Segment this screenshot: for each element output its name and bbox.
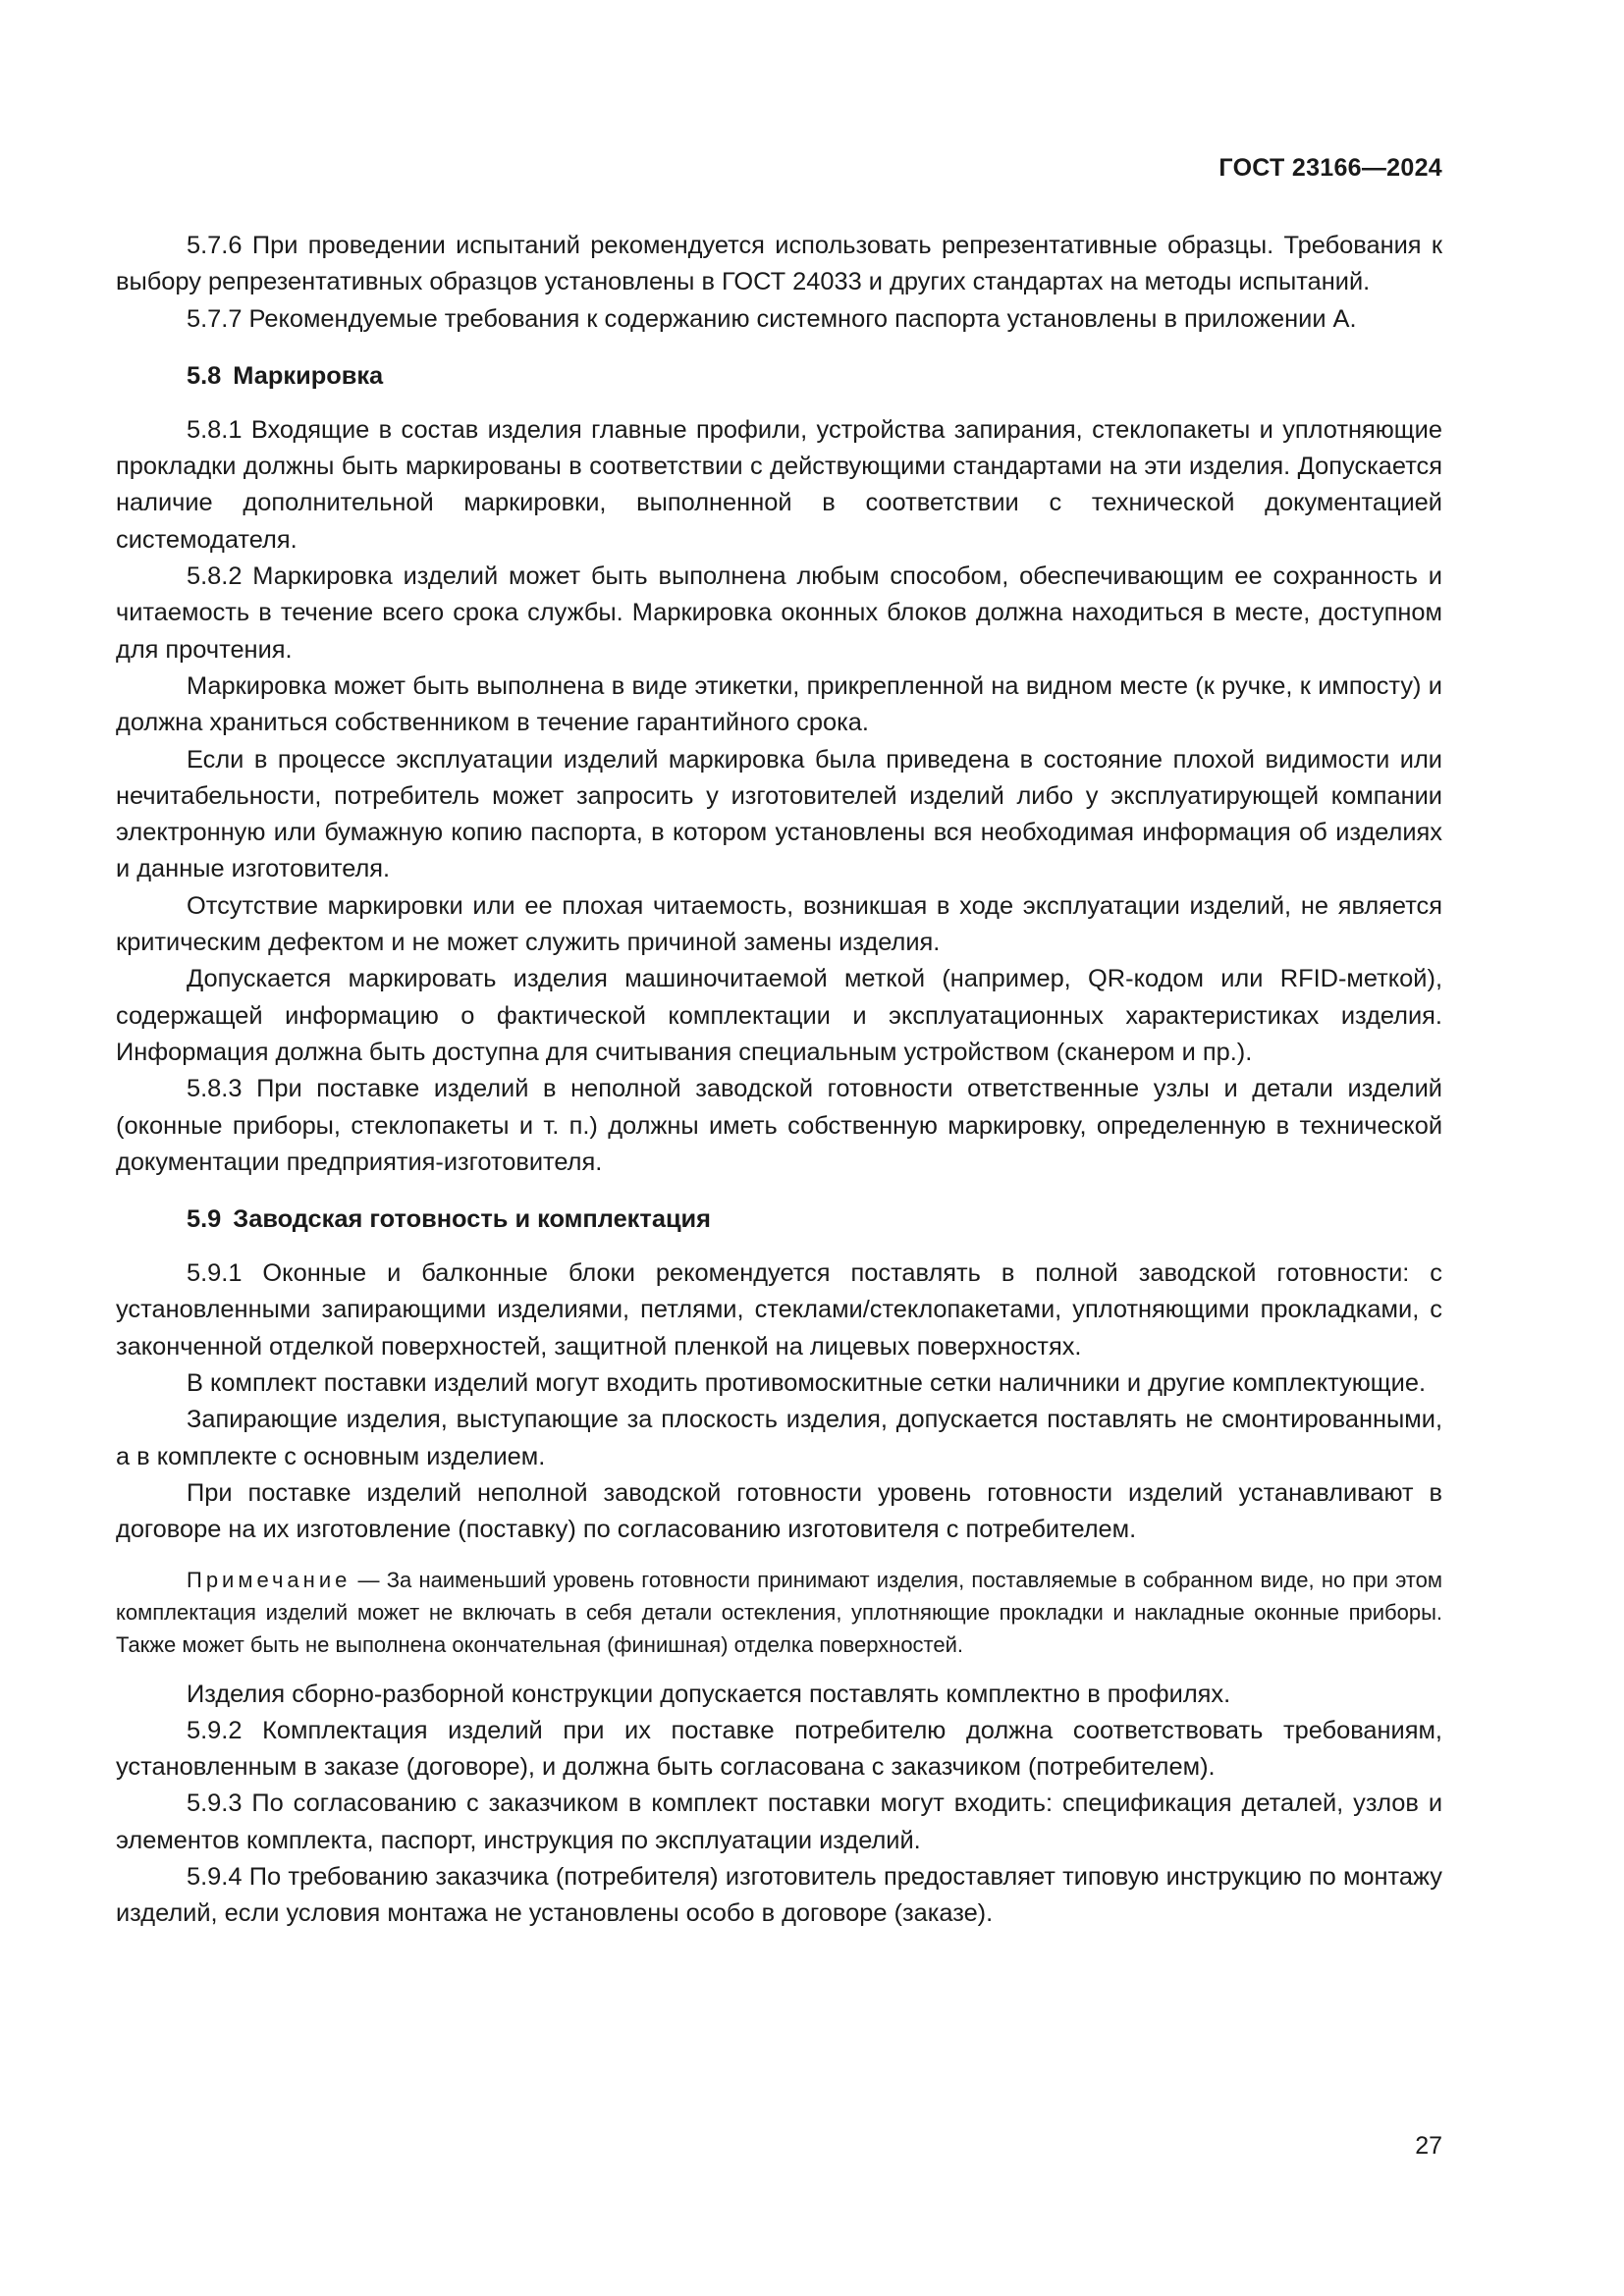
- document-code: ГОСТ 23166—2024: [1218, 154, 1442, 182]
- page-content: [116, 228, 1442, 1933]
- page-number: 27: [1415, 2132, 1442, 2160]
- note-text: — За наименьший уровень готовности принимают изделия, поставляемые в собранном виде, но при этом комплектация изделий может не включать в себя детали остекления, уплотняющие прокладки и накладные оконные приборы. Также может быть не выполнена окончательная (финишная) отделка поверхностей.: [116, 1567, 1442, 1657]
- section-number: 5.9: [187, 1205, 222, 1234]
- paragraph-5-9-1-incomplete: При поставке изделий неполной заводской готовности уровень готовности изделий устанавливают в договоре на их изготовление (поставку) по согласованию изготовителя с потребителем.: [116, 1478, 1442, 1544]
- section-heading-5-8: [116, 358, 1442, 395]
- paragraph-5-7-6: 5.7.6 При проведении испытаний рекомендуется использовать репрезентативные образцы. Требования к выбору репрезентативных образцов установлены в ГОСТ 24033 и других стандартах на методы испытаний.: [116, 232, 1442, 296]
- paragraph-5-7-7: 5.7.7 Рекомендуемые требования к содержанию системного паспорта установлены в приложении А.: [187, 304, 1357, 333]
- paragraph-5-9-1: 5.9.1 Оконные и балконные блоки рекомендуется поставлять в полной заводской готовности: с установленными запирающими изделиями, петлями, стеклами/стеклопакетами, уплотняющими прокладками, с законченной отделкой поверхностей, защитной пленкой на лицевых поверхностях.: [116, 1259, 1442, 1361]
- paragraph-5-8-1: 5.8.1 Входящие в состав изделия главные профили, устройства запирания, стеклопакеты и уплотняющие прокладки должны быть маркированы в соответствии с действующими стандартами на эти изделия. Допускается наличие дополнительной маркировки, выполненной в соответствии с технической документацией системодателя.: [116, 415, 1442, 554]
- note-block: [116, 1564, 1442, 1661]
- paragraph-5-8-2-machine-readable: Допускается маркировать изделия машиночитаемой меткой (например, QR-кодом или RFID-меткой), содержащей информацию о фактической комплектации и эксплуатационных характеристиках изделия. Информация должна быть доступна для считывания специальным устройством (сканером и пр.).: [116, 965, 1442, 1066]
- section-title: Маркировка: [233, 361, 384, 390]
- paragraph-5-8-2-visibility: Если в процессе эксплуатации изделий маркировка была приведена в состояние плохой видимости или нечитабельности, потребитель может запросить у изготовителей изделий либо у эксплуатирующей компании электронную или бумажную копию паспорта, в котором установлены вся необходимая информация об изделиях и данные изготовителя.: [116, 745, 1442, 883]
- paragraph-5-8-3: 5.8.3 При поставке изделий в неполной заводской готовности ответственные узлы и детали изделий (оконные приборы, стеклопакеты и т. п.) должны иметь собственную маркировку, определенную в технической документации предприятия-изготовителя.: [116, 1075, 1442, 1176]
- section-number: 5.8: [187, 361, 222, 390]
- paragraph-5-9-2: 5.9.2 Комплектация изделий при их поставке потребителю должна соответствовать требованиям, установленным в заказе (договоре), и должна быть согласована с заказчиком (потребителем).: [116, 1716, 1442, 1782]
- section-title: Заводская готовность и комплектация: [233, 1205, 711, 1234]
- note-label: Примечание: [187, 1567, 352, 1592]
- section-heading-5-9: [116, 1201, 1442, 1238]
- paragraph-5-9-1-kit: В комплект поставки изделий могут входить противомоскитные сетки наличники и другие комплектующие.: [187, 1369, 1427, 1398]
- paragraph-5-8-2-labels: Маркировка может быть выполнена в виде этикетки, прикрепленной на видном месте (к ручке, к импосту) и должна храниться собственником в течение гарантийного срока.: [116, 671, 1442, 737]
- paragraph-5-8-2-absence: Отсутствие маркировки или ее плохая читаемость, возникшая в ходе эксплуатации изделий, не является критическим дефектом и не может служить причиной замены изделия.: [116, 891, 1442, 957]
- paragraph-5-9-3: 5.9.3 По согласованию с заказчиком в комплект поставки могут входить: спецификация деталей, узлов и элементов комплекта, паспорт, инструкция по эксплуатации изделий.: [116, 1789, 1442, 1854]
- paragraph-5-9-1-locking: Запирающие изделия, выступающие за плоскость изделия, допускается поставлять не смонтированными, а в комплекте с основным изделием.: [116, 1406, 1442, 1470]
- paragraph-5-9-4: 5.9.4 По требованию заказчика (потребителя) изготовитель предоставляет типовую инструкцию по монтажу изделий, если условия монтажа не установлены особо в договоре (заказе).: [116, 1862, 1442, 1928]
- paragraph-5-8-2: 5.8.2 Маркировка изделий может быть выполнена любым способом, обеспечивающим ее сохранность и читаемость в течение всего срока службы. Маркировка оконных блоков должна находиться в месте, доступном для прочтения.: [116, 562, 1442, 664]
- paragraph-5-9-1-collapsible: Изделия сборно-разборной конструкции допускается поставлять комплектно в профилях.: [187, 1680, 1231, 1708]
